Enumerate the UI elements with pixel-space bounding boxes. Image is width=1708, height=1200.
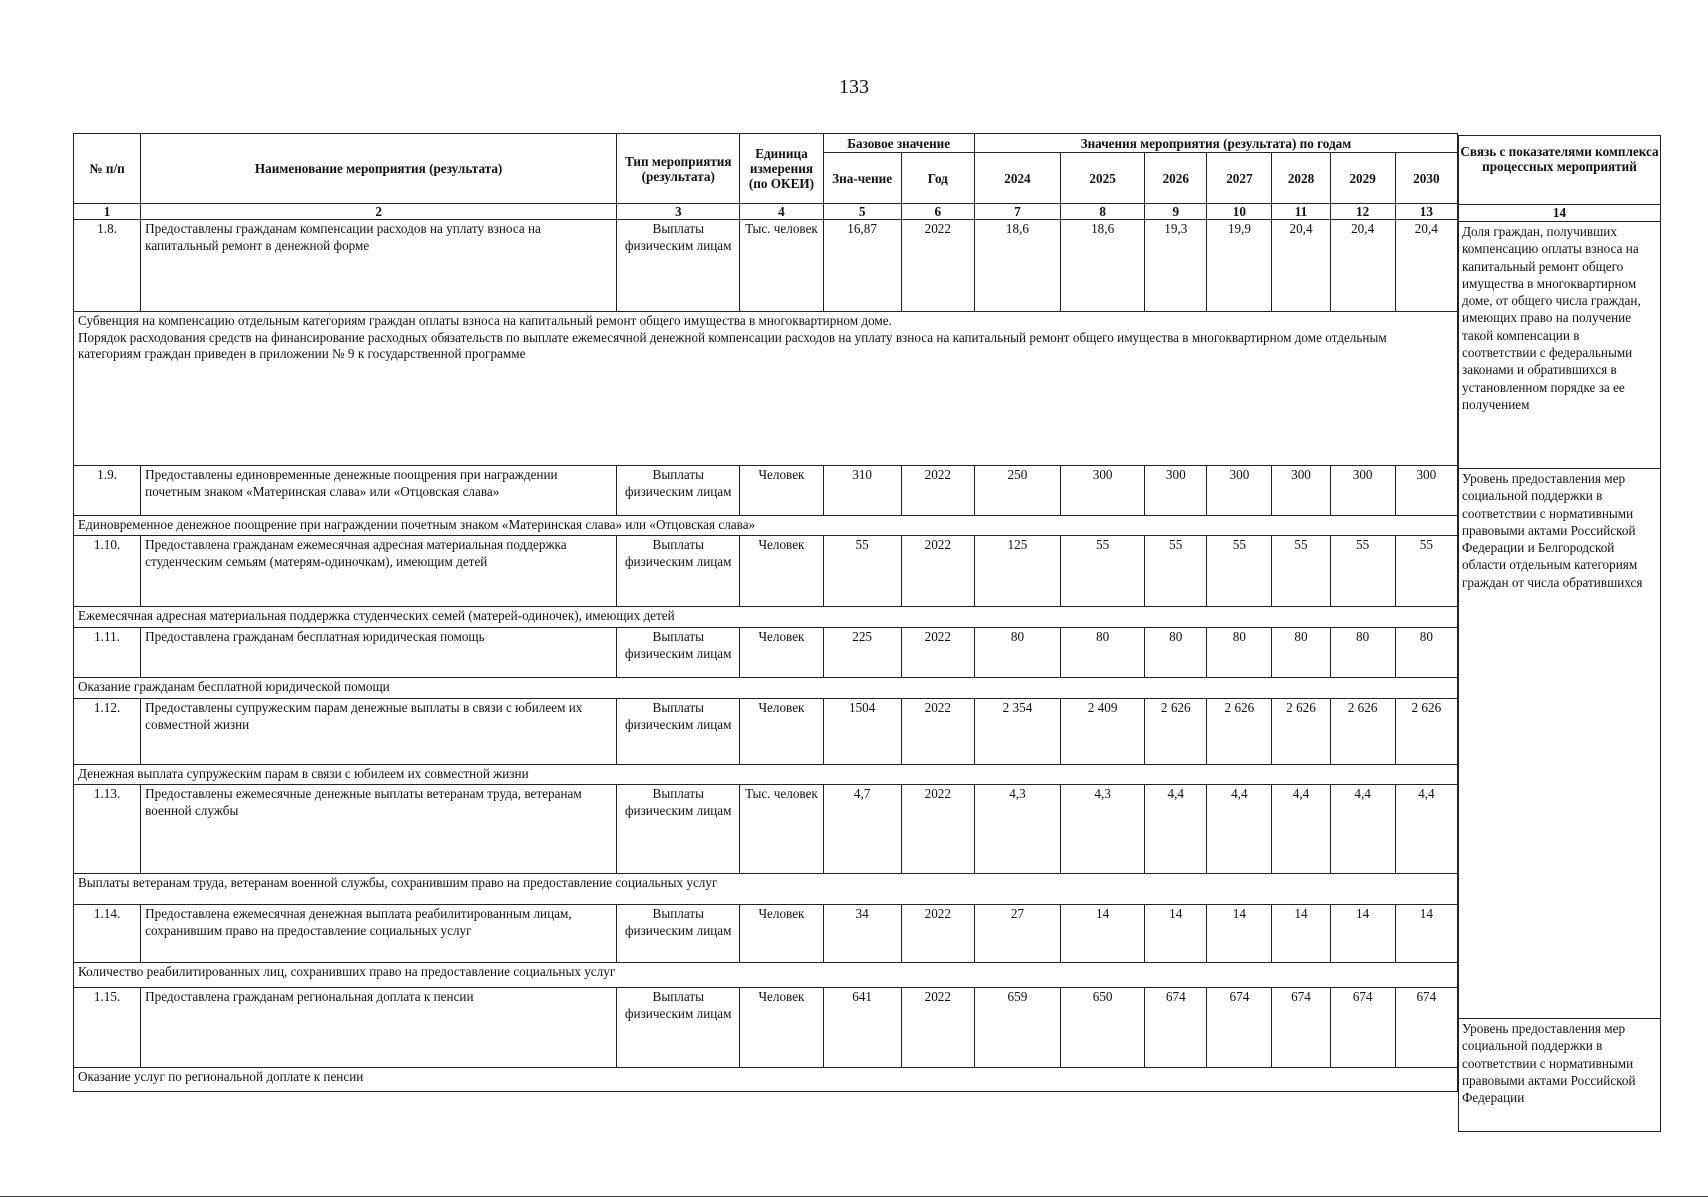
column-index: 7 xyxy=(974,204,1060,220)
row-base-year: 2022 xyxy=(901,905,974,963)
row-year-value: 674 xyxy=(1395,988,1457,1068)
row-name: Предоставлена гражданам ежемесячная адресная материальная поддержка студенческим семьям (матерям-одиночкам), имеющим детей xyxy=(141,536,617,607)
column-index: 12 xyxy=(1330,204,1395,220)
row-base-year: 2022 xyxy=(901,536,974,607)
row-type: Выплаты физическим лицам xyxy=(617,220,740,312)
row-year-value: 55 xyxy=(1061,536,1145,607)
note-row xyxy=(74,678,1458,699)
row-year-value: 18,6 xyxy=(1061,220,1145,312)
row-unit: Человек xyxy=(740,699,823,765)
row-num: 1.10. xyxy=(74,536,141,607)
header-year: 2025 xyxy=(1061,153,1145,204)
link-cell: Уровень предоставления мер социальной поддержки в соответствии с нормативными правовыми актами Российской Федерации xyxy=(1458,1019,1661,1132)
row-year-value: 2 626 xyxy=(1395,699,1457,765)
row-base-year: 2022 xyxy=(901,988,974,1068)
row-year-value: 2 354 xyxy=(974,699,1060,765)
column-index: 11 xyxy=(1272,204,1330,220)
column-index: 4 xyxy=(740,204,823,220)
row-base-year: 2022 xyxy=(901,699,974,765)
row-year-value: 18,6 xyxy=(974,220,1060,312)
row-base-value: 310 xyxy=(823,466,901,516)
header-base-group: Базовое значение xyxy=(823,134,974,153)
column-index-row xyxy=(74,204,1458,220)
row-year-value: 674 xyxy=(1330,988,1395,1068)
row-base-value: 225 xyxy=(823,628,901,678)
row-year-value: 80 xyxy=(1207,628,1272,678)
row-year-value: 14 xyxy=(1061,905,1145,963)
column-index: 3 xyxy=(617,204,740,220)
column-index: 10 xyxy=(1207,204,1272,220)
header-base-year: Год xyxy=(901,153,974,204)
row-unit: Человек xyxy=(740,988,823,1068)
column-index: 8 xyxy=(1061,204,1145,220)
row-type: Выплаты физическим лицам xyxy=(617,699,740,765)
row-year-value: 20,4 xyxy=(1330,220,1395,312)
page-number: 133 xyxy=(839,76,869,98)
row-base-value: 641 xyxy=(823,988,901,1068)
table-row xyxy=(74,988,1458,1068)
table-row xyxy=(74,466,1458,516)
note-row xyxy=(74,1068,1458,1092)
column-index: 5 xyxy=(823,204,901,220)
row-type: Выплаты физическим лицам xyxy=(617,536,740,607)
row-base-value: 1504 xyxy=(823,699,901,765)
row-unit: Человек xyxy=(740,628,823,678)
header-unit: Единица измерения (по ОКЕИ) xyxy=(740,134,823,204)
note-cell: Оказание гражданам бесплатной юридической помощи xyxy=(74,678,1458,699)
row-year-value: 80 xyxy=(974,628,1060,678)
row-base-year: 2022 xyxy=(901,466,974,516)
row-year-value: 14 xyxy=(1207,905,1272,963)
row-year-value: 650 xyxy=(1061,988,1145,1068)
column-index: 9 xyxy=(1145,204,1207,220)
row-year-value: 659 xyxy=(974,988,1060,1068)
header-year: 2027 xyxy=(1207,153,1272,204)
row-name: Предоставлены гражданам компенсации расходов на уплату взноса на капитальный ремонт в денежной форме xyxy=(141,220,617,312)
header-type: Тип мероприятия (результата) xyxy=(617,134,740,204)
header-base-value: Зна-чение xyxy=(823,153,901,204)
row-name: Предоставлены ежемесячные денежные выплаты ветеранам труда, ветеранам военной службы xyxy=(141,785,617,874)
row-year-value: 4,4 xyxy=(1395,785,1457,874)
row-year-value: 2 626 xyxy=(1145,699,1207,765)
table-row xyxy=(74,785,1458,874)
row-num: 1.13. xyxy=(74,785,141,874)
row-type: Выплаты физическим лицам xyxy=(617,628,740,678)
row-year-value: 14 xyxy=(1145,905,1207,963)
table-body xyxy=(74,220,1458,1092)
row-num: 1.11. xyxy=(74,628,141,678)
row-year-value: 19,3 xyxy=(1145,220,1207,312)
row-year-value: 14 xyxy=(1395,905,1457,963)
row-year-value: 14 xyxy=(1330,905,1395,963)
row-name: Предоставлена ежемесячная денежная выплата реабилитированным лицам, сохранившим право на предоставление социальных услуг xyxy=(141,905,617,963)
header-year: 2030 xyxy=(1395,153,1457,204)
column-index: 13 xyxy=(1395,204,1457,220)
row-num: 1.8. xyxy=(74,220,141,312)
row-type: Выплаты физическим лицам xyxy=(617,785,740,874)
header-year: 2024 xyxy=(974,153,1060,204)
row-type: Выплаты физическим лицам xyxy=(617,905,740,963)
row-year-value: 674 xyxy=(1145,988,1207,1068)
link-cell: Уровень предоставления мер социальной поддержки в соответствии с нормативными правовыми актами Российской Федерации и Белгородской области отдельным категориям граждан от числа обратившихся xyxy=(1458,469,1661,1019)
row-year-value: 4,4 xyxy=(1207,785,1272,874)
header-year: 2029 xyxy=(1330,153,1395,204)
column-index: 2 xyxy=(141,204,617,220)
row-unit: Человек xyxy=(740,536,823,607)
row-year-value: 300 xyxy=(1061,466,1145,516)
row-year-value: 20,4 xyxy=(1395,220,1457,312)
note-cell: Количество реабилитированных лиц, сохранивших право на предоставление социальных услуг xyxy=(74,963,1458,988)
row-name: Предоставлены супружеским парам денежные выплаты в связи с юбилеем их совместной жизни xyxy=(141,699,617,765)
note-row xyxy=(74,874,1458,905)
row-year-value: 80 xyxy=(1272,628,1330,678)
table-row xyxy=(74,699,1458,765)
row-name: Предоставлена гражданам бесплатная юридическая помощь xyxy=(141,628,617,678)
row-year-value: 55 xyxy=(1207,536,1272,607)
row-num: 1.12. xyxy=(74,699,141,765)
note-row xyxy=(74,607,1458,628)
row-num: 1.14. xyxy=(74,905,141,963)
header-year: 2026 xyxy=(1145,153,1207,204)
column-index: 6 xyxy=(901,204,974,220)
row-year-value: 80 xyxy=(1330,628,1395,678)
note-cell: Ежемесячная адресная материальная поддержка студенческих семей (матерей-одиночек), имеющих детей xyxy=(74,607,1458,628)
row-year-value: 4,4 xyxy=(1272,785,1330,874)
note-row xyxy=(74,312,1458,466)
bottom-rule xyxy=(0,1196,1708,1197)
header-num: № п/п xyxy=(74,134,141,204)
row-base-value: 34 xyxy=(823,905,901,963)
column-index: 14 xyxy=(1458,205,1661,222)
row-base-year: 2022 xyxy=(901,785,974,874)
link-cell: Доля граждан, получивших компенсацию оплаты взноса на капитальный ремонт общего имущества в многоквартирном доме, от общего числа граждан, имеющих право на получение такой компенсации в соответствии с федеральными законами и обратившихся в установленном порядке за ее получением xyxy=(1458,222,1661,469)
header-years-group: Значения мероприятия (результата) по годам xyxy=(974,134,1457,153)
row-year-value: 4,4 xyxy=(1145,785,1207,874)
row-year-value: 2 626 xyxy=(1272,699,1330,765)
row-year-value: 250 xyxy=(974,466,1060,516)
row-year-value: 2 409 xyxy=(1061,699,1145,765)
row-year-value: 125 xyxy=(974,536,1060,607)
row-year-value: 55 xyxy=(1395,536,1457,607)
row-year-value: 55 xyxy=(1330,536,1395,607)
note-row xyxy=(74,516,1458,536)
row-base-year: 2022 xyxy=(901,628,974,678)
row-base-value: 55 xyxy=(823,536,901,607)
row-year-value: 300 xyxy=(1207,466,1272,516)
row-year-value: 300 xyxy=(1145,466,1207,516)
note-cell: Денежная выплата супружеским парам в связи с юбилеем их совместной жизни xyxy=(74,765,1458,785)
row-unit: Тыс. человек xyxy=(740,220,823,312)
row-type: Выплаты физическим лицам xyxy=(617,466,740,516)
row-year-value: 674 xyxy=(1207,988,1272,1068)
measures-table-wrap xyxy=(73,133,1458,1092)
row-num: 1.9. xyxy=(74,466,141,516)
row-base-value: 4,7 xyxy=(823,785,901,874)
row-year-value: 55 xyxy=(1272,536,1330,607)
header-year: 2028 xyxy=(1272,153,1330,204)
row-year-value: 4,3 xyxy=(1061,785,1145,874)
row-unit: Человек xyxy=(740,466,823,516)
row-year-value: 80 xyxy=(1061,628,1145,678)
row-year-value: 80 xyxy=(1395,628,1457,678)
table-row xyxy=(74,536,1458,607)
note-row xyxy=(74,963,1458,988)
note-cell: Выплаты ветеранам труда, ветеранам военной службы, сохранившим право на предоставление социальных услуг xyxy=(74,874,1458,905)
column-index: 1 xyxy=(74,204,141,220)
row-num: 1.15. xyxy=(74,988,141,1068)
note-cell: Оказание услуг по региональной доплате к пенсии xyxy=(74,1068,1458,1092)
header-link: Связь с показателями комплекса процессных мероприятий xyxy=(1458,135,1661,205)
header-row-1 xyxy=(74,134,1458,153)
table-row xyxy=(74,220,1458,312)
header-name: Наименование мероприятия (результата) xyxy=(141,134,617,204)
row-year-value: 674 xyxy=(1272,988,1330,1068)
row-base-value: 16,87 xyxy=(823,220,901,312)
row-year-value: 19,9 xyxy=(1207,220,1272,312)
row-base-year: 2022 xyxy=(901,220,974,312)
measures-table xyxy=(73,133,1458,1092)
row-year-value: 300 xyxy=(1272,466,1330,516)
table-row xyxy=(74,628,1458,678)
note-row xyxy=(74,765,1458,785)
row-unit: Тыс. человек xyxy=(740,785,823,874)
row-year-value: 4,3 xyxy=(974,785,1060,874)
row-year-value: 300 xyxy=(1330,466,1395,516)
note-cell: Единовременное денежное поощрение при награждении почетным знаком «Материнская слава» или «Отцовская слава» xyxy=(74,516,1458,536)
row-year-value: 80 xyxy=(1145,628,1207,678)
row-year-value: 4,4 xyxy=(1330,785,1395,874)
row-year-value: 20,4 xyxy=(1272,220,1330,312)
row-unit: Человек xyxy=(740,905,823,963)
row-year-value: 2 626 xyxy=(1330,699,1395,765)
row-year-value: 55 xyxy=(1145,536,1207,607)
row-year-value: 300 xyxy=(1395,466,1457,516)
row-year-value: 27 xyxy=(974,905,1060,963)
row-name: Предоставлены единовременные денежные поощрения при награждении почетным знаком «Материнская слава» или «Отцовская слава» xyxy=(141,466,617,516)
table-row xyxy=(74,905,1458,963)
row-year-value: 2 626 xyxy=(1207,699,1272,765)
row-name: Предоставлена гражданам региональная доплата к пенсии xyxy=(141,988,617,1068)
row-type: Выплаты физическим лицам xyxy=(617,988,740,1068)
note-cell: Субвенция на компенсацию отдельным категориям граждан оплаты взноса на капитальный ремонт общего имущества в многоквартирном доме. Порядок расходования средств на финансирование расходных обязательств по выплате ежемесячной денежной компенсации расходов на уплату взноса на капитальный ремонт общего имущества в многоквартирном доме отдельным категориям граждан приведен в приложении № 9 к государственной программе xyxy=(74,312,1458,466)
row-year-value: 14 xyxy=(1272,905,1330,963)
